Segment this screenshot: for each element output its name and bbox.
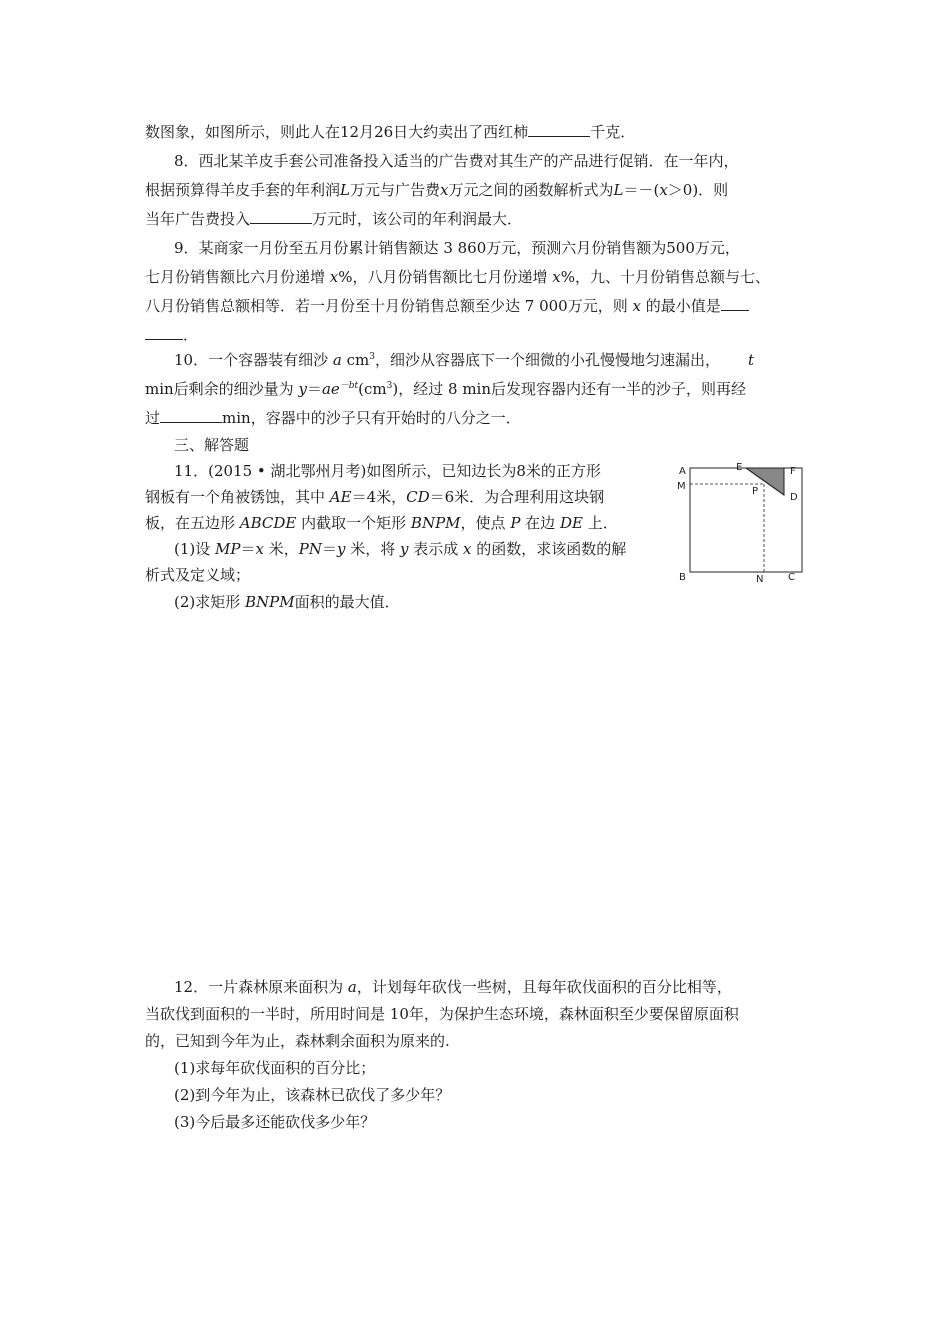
answer-blank-continued[interactable] [145,325,183,340]
q9-line-3: 八月份销售总额相等．若一月份至十月份销售总额至少达 7 000万元，则 x 的最小值是 [145,296,749,316]
label-p: P [752,486,759,497]
q12-line-4: (1)求每年砍伐面积的百分比； [174,1059,376,1077]
q12-line-5: (2)到今年为止，该森林已砍伐了多少年？ [174,1086,451,1104]
q10-line-1: 10．一个容器装有细沙 a $cm^3$，细沙从容器底下一个细微的小孔慢慢地匀速漏出， t [174,351,754,369]
section-heading: 三、解答题 [174,436,250,454]
q9-line-2: 七月份销售额比六月份递增 x%，八月份销售额比七月份递增 x%，九、十月份销售总额与七、 [145,268,771,286]
q8-line-2: 根据预算得羊皮手套的年利润L万元与广告费x万元之间的函数解析式为L＝－(x＞0)．则 [145,181,729,199]
label-d: D [790,492,798,503]
answer-blank[interactable] [160,408,222,423]
q12-line-6: (3)今后最多还能砍伐多少年？ [174,1113,376,1131]
q11-line-5: 析式及定义域； [145,566,251,584]
q11-line-1: 11．(2015 • 湖北鄂州月考)如图所示，已知边长为8米的正方形 [174,462,601,480]
label-c: C [788,572,795,583]
q7-continuation: 数图象，如图所示，则此人在12月26日大约卖出了西红柿 千克． [145,123,636,141]
q12-line-2: 当砍伐到面积的一半时，所用时间是 10年，为保护生态环境，森林面积至少要保留原面积 [145,1005,739,1023]
label-b: B [679,572,686,583]
label-a: A [679,466,686,477]
label-f: F [790,466,796,477]
answer-blank[interactable] [721,296,749,311]
q10-line-2: min后剩余的细沙量为 $y=ae^{-bt}(cm^3)$，经过 8 min后发现容器内还有一半的沙子，则再经 [145,380,747,398]
q8-line-1: 8．西北某羊皮手套公司准备投入适当的广告费对其生产的产品进行促销．在一年内， [174,152,739,170]
q10-line-3: 过 min，容器中的沙子只有开始时的八分之一． [145,409,521,427]
answer-blank[interactable] [250,209,312,224]
q12-line-1: 12．一片森林原来面积为 a，计划每年砍伐一些树，且每年砍伐面积的百分比相等， [174,978,732,996]
q9-line-4: ． [145,325,198,345]
label-m: M [677,481,686,492]
answer-blank[interactable] [528,122,590,137]
steel-plate-figure [672,460,812,586]
q8-line-3: 当年广告费投入 万元时，该公司的年利润最大． [145,210,523,228]
q11-line-4: (1)设 MP＝x 米，PN＝y 米，将 y 表示成 x 的函数，求该函数的解 [174,540,627,558]
q9-line-1: 9．某商家一月份至五月份累计销售额达 3 860万元，预测六月份销售额为500万元， [174,239,740,257]
q11-line-6: (2)求矩形 BNPM面积的最大值． [174,593,400,611]
q11-line-3: 板，在五边形 ABCDE 内截取一个矩形 BNPM，使点 P 在边 DE 上． [145,514,618,532]
q12-line-3: 的，已知到今年为止，森林剩余面积为原来的. [145,1032,450,1050]
label-n: N [756,574,764,585]
q11-line-2: 钢板有一个角被锈蚀，其中 AE＝4米，CD＝6米．为合理利用这块钢 [145,488,605,506]
label-e: E [736,462,743,473]
